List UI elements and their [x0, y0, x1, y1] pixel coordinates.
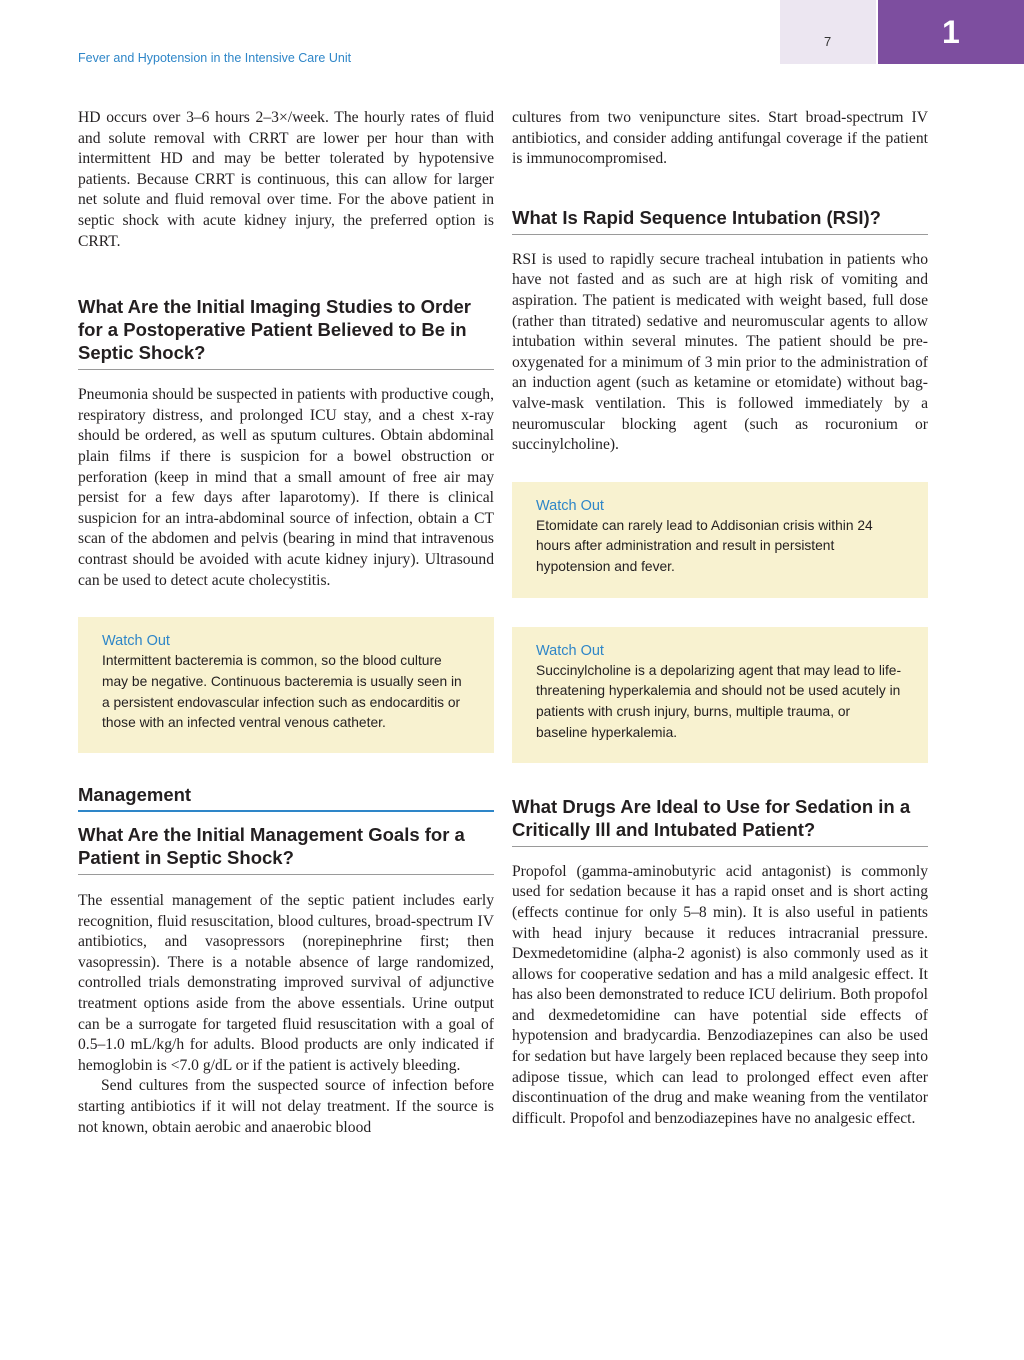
- right-column: [512, 108, 928, 1129]
- watch-out-title: Watch Out: [102, 633, 170, 650]
- left-column: [78, 108, 494, 1138]
- watch-out-title: Watch Out: [536, 642, 604, 659]
- paragraph-rsi: RSI is used to rapidly secure tracheal intubation in patients who have not fasted and as such are at high risk of vomiting and aspiration. The patient is medicated with weight based, full dose (rather than titrated) sedative and neuromuscular agents to allow intubation within several minutes. The patient should be pre-oxygenated for a minimum of 3 min prior to the administration of an induction agent (such as ketamine or etomidate) without bag-valve-mask ventilation. This is followed immediately by a neuromuscular blocking agent (such as rocuronium or succinylcholine).: [512, 250, 928, 454]
- paragraph-sedation: Propofol (gamma-aminobutyric acid antagonist) is commonly used for sedation because it has a rapid onset and is short acting (effects continue for only 5–8 min). It is also useful in patients with head injury because it reduces intracranial pressure. Dexmedetomidine (alpha-2 agonist) is also commonly used as it allows for cooperative sedation and has a mild analgesic effect. It has also been demonstrated to reduce ICU delirium. Both propofol and dexmedetomidine can have potential side effects of hypotension and bradycardia. Benzodiazepines can also be used for sedation but have largely been replaced because they seep into adipose tissue, which can lead to prolonged effect even after discontinuation of the drug and make weaning from the ventilator difficult. Propofol and benzodiazepines have no analgesic effect.: [512, 862, 928, 1127]
- paragraph-cultures-continued: cultures from two venipuncture sites. Start broad-spectrum IV antibiotics, and consider adding antifungal coverage if the patient is immunocompromised.: [512, 109, 928, 168]
- section-heading-management: Management: [78, 783, 494, 812]
- chapter-tab: [878, 0, 1024, 64]
- watch-out-box-bacteremia: [78, 617, 494, 753]
- page-number: 7: [824, 34, 832, 49]
- heading-imaging-studies: What Are the Initial Imaging Studies to Order for a Postoperative Patient Believed to Be in Septic Shock?: [78, 295, 494, 370]
- watch-out-box-succinylcholine: [512, 627, 928, 763]
- paragraph-cultures: Send cultures from the suspected source of infection before starting antibiotics if it will not delay treatment. If the source is not known, obtain aerobic and anaerobic blood: [78, 1077, 494, 1136]
- paragraph-imaging: Pneumonia should be suspected in patients with productive cough, respiratory distress, and prolonged ICU stay, and a chest x-ray should be ordered, as well as sputum cultures. Obtain abdominal plain films if there is suspicion for a bowel obstruction or perforation (keep in mind that a small amount of free air may persist for a few days after laparotomy). If there is clinical suspicion for an intra-abdominal source of infection, obtain a CT scan of the abdomen and pelvis (bearing in mind that intravenous contrast should be avoided with acute kidney injury). Ultrasound can be used to detect acute cholecystitis.: [78, 386, 494, 589]
- watch-out-text: Succinylcholine is a depolarizing agent that may lead to life-threatening hyperkalemia and should not be used acutely in patients with crush injury, burns, multiple trauma, or baseline hyperkalemia.: [536, 662, 902, 740]
- chapter-number: 1: [942, 14, 960, 50]
- heading-rsi: What Is Rapid Sequence Intubation (RSI)?: [512, 206, 928, 235]
- watch-out-title: Watch Out: [536, 497, 604, 514]
- paragraph-management: The essential management of the septic patient includes early recognition, fluid resuscitation, blood cultures, broad-spectrum IV antibiotics, and vasopressors (norepinephrine first; then vasopressin). There is a notable absence of large randomized, controlled trials demonstrating improved survival of adjunctive treatment options aside from the above essentials. Urine output can be a surrogate for targeted fluid resuscitation with a goal of 0.5–1.0 mL/kg/h for adults. Blood products are only indicated if hemoglobin is <7.0 g/dL or if the patient is actively bleeding.: [78, 892, 494, 1074]
- paragraph-crrt: HD occurs over 3–6 hours 2–3×/week. The hourly rates of fluid and solute removal with CRRT are lower per hour than with intermittent HD and may be better tolerated by hypotensive patients. Because CRRT is continuous, this can allow for larger net solute and fluid removal over time. For the above patient in septic shock with acute kidney injury, the preferred option is CRRT.: [78, 109, 494, 250]
- heading-sedation: What Drugs Are Ideal to Use for Sedation in a Critically Ill and Intubated Patient?: [512, 795, 928, 847]
- watch-out-box-etomidate: [512, 482, 928, 598]
- running-title: Fever and Hypotension in the Intensive Care Unit: [78, 51, 352, 65]
- watch-out-text: Intermittent bacteremia is common, so the blood culture may be negative. Continuous bacteremia is usually seen in a persistent endovascular infection such as endocarditis or those with an infected ventral venous catheter.: [102, 653, 462, 731]
- heading-management-goals: What Are the Initial Management Goals for a Patient in Septic Shock?: [78, 823, 494, 875]
- page-number-box: [780, 0, 876, 64]
- watch-out-text: Etomidate can rarely lead to Addisonian crisis within 24 hours after administration and result in persistent hypotension and fever.: [536, 517, 873, 575]
